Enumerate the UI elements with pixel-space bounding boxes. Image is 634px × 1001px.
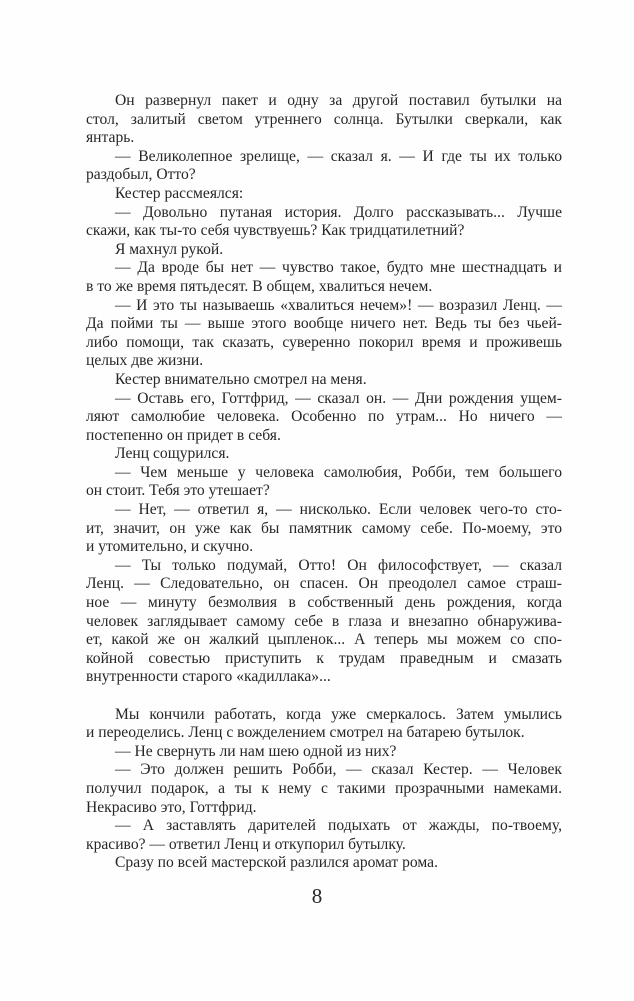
text-line: Кестер внимательно смотрел на меня. [115, 370, 367, 388]
text-line: целых две жизни. [86, 352, 204, 370]
text-line: — Чем меньше у человека самолюбия, Робби, тем большего [115, 463, 562, 481]
text-line: Некрасиво это, Готтфрид. [86, 798, 257, 816]
paragraph [86, 854, 562, 873]
text-line: ляют самолюбие человека. Особенно по утрам... Но ничего — [86, 408, 562, 426]
paragraph [86, 241, 562, 260]
paragraph [86, 743, 562, 762]
text-line: Мы кончили работать, когда уже смеркалось. Затем умылись [115, 705, 562, 723]
text-line: Ленц сощурился. [115, 445, 230, 463]
text-line: янтарь. [86, 129, 135, 147]
paragraph [86, 371, 562, 390]
text-line: — Оставь его, Готтфрид, — сказал он. — Дни рождения ущем- [115, 389, 562, 407]
paragraph [86, 185, 562, 204]
text-line: в то же время пятьдесят. В общем, хвалиться нечем. [86, 277, 433, 295]
text-line: либо помощи, так сказать, суверенно покорил время и проживешь [86, 333, 562, 351]
text-line: и переоделись. Ленц с вожделением смотрел на батарею бутылок. [86, 724, 525, 742]
paragraph [86, 501, 562, 557]
text-line: скажи, как ты-то себя чувствуешь? Как тридцатилетний? [86, 222, 465, 240]
text-line: Сразу по всей мастерской разлился аромат рома. [115, 854, 438, 872]
text-line: — Нет, — ответил я, — нисколько. Если человек чего-то сто- [115, 501, 562, 519]
text-line: Он развернул пакет и одну за другой поставил бутылки на [115, 92, 562, 109]
paragraph [86, 464, 562, 501]
text-line: — И это ты называешь «хвалиться нечем»! — возразил Ленц. — [115, 296, 562, 314]
text-line: — Довольно путаная история. Долго рассказывать... Лучше [115, 203, 562, 221]
text-line: стол, залитый светом утреннего солнца. Бутылки сверкали, как [86, 110, 562, 128]
text-line: — Великолепное зрелище, — сказал я. — И где ты их только [115, 147, 562, 165]
paragraph [86, 445, 562, 464]
paragraph [86, 706, 562, 743]
text-line: — Не свернуть ли нам шею одной из них? [115, 742, 397, 760]
paragraph [86, 204, 562, 241]
paragraph [86, 390, 562, 446]
text-line: — А заставлять дарителей подыхать от жажды, по-твоему, [115, 817, 562, 835]
paragraph [86, 297, 562, 371]
paragraph [86, 761, 562, 817]
text-line: человек заглядывает самому себе в глаза и внезапно обнаружива- [86, 612, 562, 630]
section-break [86, 687, 562, 706]
text-line: внутренности старого «кадиллака»... [86, 668, 331, 686]
book-page-text [86, 92, 562, 873]
paragraph [86, 259, 562, 296]
page-number: 8 [311, 884, 323, 908]
text-line: Ленц. — Следовательно, он спасен. Он преодолел самое страш- [86, 575, 562, 593]
text-line: получил подарок, а ты к нему с такими прозрачными намеками. [86, 779, 562, 797]
text-line: — Это должен решить Робби, — сказал Кестер. — Человек [115, 761, 562, 779]
text-line: Да пойми ты — выше этого вообще ничего нет. Ведь ты без чьей- [86, 315, 562, 333]
text-line: Кестер рассмеялся: [115, 184, 244, 202]
text-line: ит, значит, он уже как бы памятник самому себе. По-моему, это [86, 519, 562, 537]
text-line: — Да вроде бы нет — чувство такое, будто мне шестнадцать и [115, 259, 562, 277]
text-line: он стоит. Тебя это утешает? [86, 482, 270, 500]
text-line: постепенно он придет в себя. [86, 426, 281, 444]
paragraph [86, 92, 562, 148]
text-line: раздобыл, Отто? [86, 166, 196, 184]
text-line: — Ты только подумай, Отто! Он философствует, — сказал [115, 556, 562, 574]
text-line: и утомительно, и скучно. [86, 538, 254, 556]
paragraph [86, 148, 562, 185]
text-line: красиво? — ответил Ленц и откупорил бутылку. [86, 835, 406, 853]
paragraph [86, 557, 562, 687]
text-line: ное — минуту безмолвия в собственный день рождения, когда [86, 594, 562, 612]
paragraph [86, 817, 562, 854]
text-line: койной совестью приступить к трудам праведным и смазать [86, 649, 562, 667]
text-line: ет, какой же он жалкий цыпленок... А теперь мы можем со спо- [86, 631, 562, 649]
text-line: Я махнул рукой. [115, 240, 224, 258]
